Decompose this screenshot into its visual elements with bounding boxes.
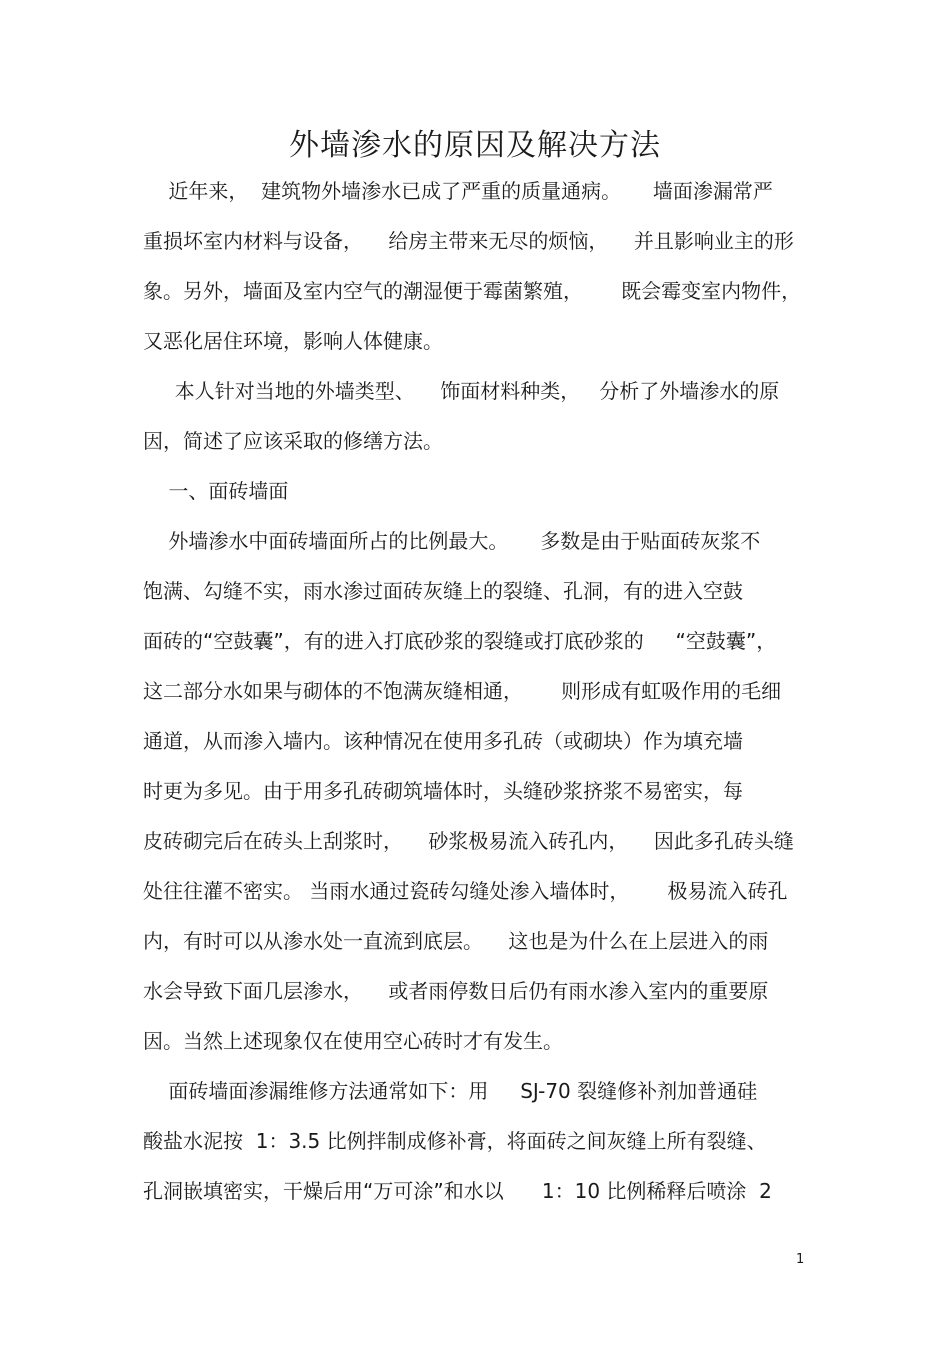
paragraph-line: 面砖墙面渗漏维修方法通常如下：用 SJ-70 裂缝修补剂加普通硅 xyxy=(143,1079,758,1103)
paragraph-line: 内，有时可以从渗水处一直流到底层。 这也是为什么在上层进入的雨 xyxy=(143,929,769,953)
paragraph-line: 象。另外，墙面及室内空气的潮湿便于霉菌繁殖， 既会霉变室内物件， xyxy=(143,279,802,303)
paragraph-line: 重损坏室内材料与设备， 给房主带来无尽的烦恼， 并且影响业主的形 xyxy=(143,229,794,253)
paragraph-line: 外墙渗水中面砖墙面所占的比例最大。 多数是由于贴面砖灰浆不 xyxy=(143,529,761,553)
paragraph-line: 这二部分水如果与砌体的不饱满灰缝相通， 则形成有虹吸作用的毛细 xyxy=(143,679,782,703)
paragraph-line: 酸盐水泥按 1：3.5 比例拌制成修补膏，将面砖之间灰缝上所有裂缝、 xyxy=(143,1129,767,1153)
page-number: 1 xyxy=(796,1252,805,1267)
paragraph-line: 本人针对当地的外墙类型、 饰面材料种类， 分析了外墙渗水的原 xyxy=(143,379,780,403)
section-heading: 一、面砖墙面 xyxy=(143,479,289,503)
paragraph-line: 近年来， 建筑物外墙渗水已成了严重的质量通病。 墙面渗漏常严 xyxy=(143,179,773,203)
paragraph-line: 通道，从而渗入墙内。该种情况在使用多孔砖（或砌块）作为填充墙 xyxy=(143,729,743,753)
paragraph-line: 饱满、勾缝不实，雨水渗过面砖灰缝上的裂缝、孔洞，有的进入空鼓 xyxy=(143,579,743,603)
paragraph-line: 皮砖砌完后在砖头上刮浆时， 砂浆极易流入砖孔内， 因此多孔砖头缝 xyxy=(143,829,794,853)
paragraph-line: 处往往灌不密实。 当雨水通过瓷砖勾缝处渗入墙体时， 极易流入砖孔 xyxy=(143,879,788,903)
paragraph-line: 因。当然上述现象仅在使用空心砖时才有发生。 xyxy=(143,1029,563,1053)
paragraph-line: 时更为多见。由于用多孔砖砌筑墙体时，头缝砂浆挤浆不易密实，每 xyxy=(143,779,743,803)
paragraph-line: 又恶化居住环境，影响人体健康。 xyxy=(143,329,443,353)
paragraph-line: 因，简述了应该采取的修缮方法。 xyxy=(143,429,443,453)
document-title: 外墙渗水的原因及解决方法 xyxy=(289,128,661,163)
paragraph-line: 水会导致下面几层渗水， 或者雨停数日后仍有雨水渗入室内的重要原 xyxy=(143,979,769,1003)
paragraph-line: 孔洞嵌填密实，干燥后用“万可涂”和水以 1：10 比例稀释后喷涂 2 xyxy=(143,1179,772,1203)
paragraph-line: 面砖的“空鼓囊”，有的进入打底砂浆的裂缝或打底砂浆的 “空鼓囊”， xyxy=(143,629,777,653)
